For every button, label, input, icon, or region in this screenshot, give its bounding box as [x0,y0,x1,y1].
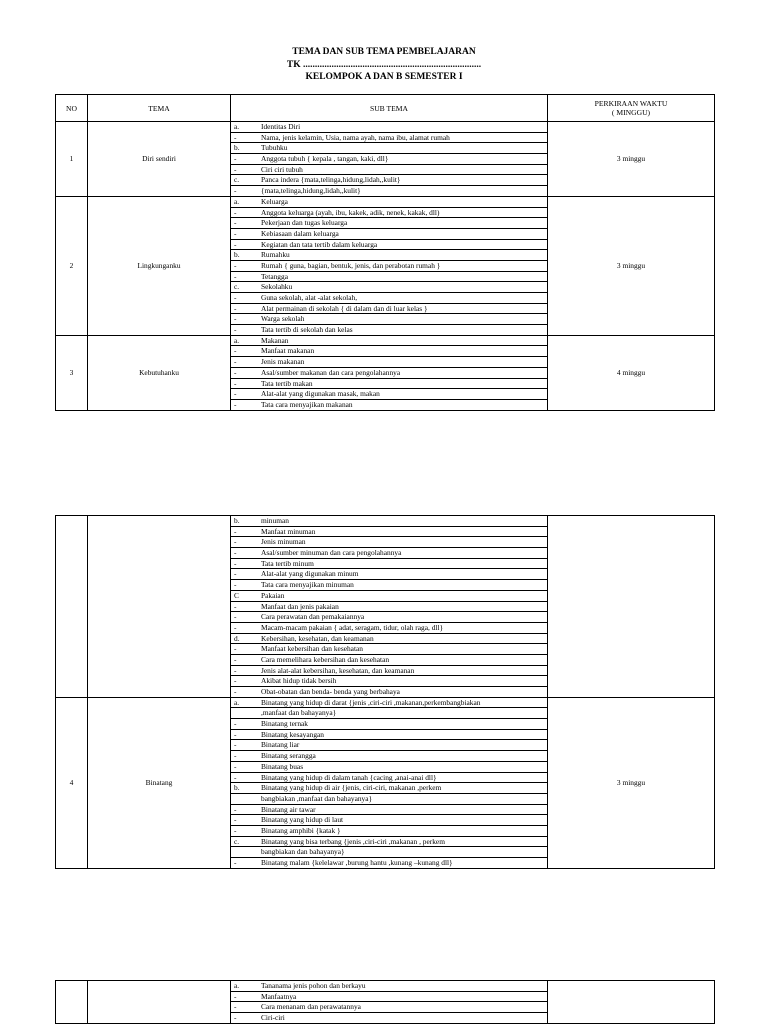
line-text: ,manfaat dan bahayanya} [261,708,337,718]
theme-table-part-3 [55,980,715,1024]
sub-tema-line [231,197,547,208]
col-header-waktu [548,95,715,122]
table-header-row [56,95,715,122]
row-no: 1 [56,122,88,197]
sub-tema-line [231,208,547,219]
line-text: Guna sekolah, alat -alat sekolah, [261,293,358,302]
sub-tema-line [231,719,547,730]
table-row [56,516,715,698]
line-text: Cara memelihara kebersihan dan kesehatan [261,654,390,664]
line-marker: - [234,367,237,377]
line-text: Manfaatnya [261,991,297,1001]
sub-tema-line [231,143,547,154]
line-marker: - [234,548,237,558]
line-marker: - [234,654,237,664]
row-waktu: 3 minggu [548,196,715,335]
line-text: Rumahku [261,250,290,260]
line-marker: - [234,622,237,632]
line-text: Kebersihan, kesehatan, dan keamanan [261,633,374,643]
line-marker: - [234,1013,237,1023]
line-marker: - [234,815,237,825]
line-marker: - [234,991,237,1001]
line-text: {mata,telinga,hidung,lidah,,kulit} [261,186,361,196]
line-text: Ciri ciri tubuh [261,164,303,174]
row-tema [88,981,231,1024]
line-text: Binatang yang hidup di dalam tanah {cacing ,anai-anai dll} [261,772,437,782]
line-marker: - [234,346,237,356]
sub-tema-line [231,304,547,315]
sub-tema-line [231,634,547,645]
sub-tema-line [231,773,547,784]
sub-tema-line [231,527,547,538]
sub-tema-line [231,569,547,580]
line-text: Ciri-ciri [261,1013,285,1023]
row-sub-tema [231,697,548,868]
line-text: Identitas Diri [261,122,301,131]
sub-tema-line [231,548,547,559]
line-text: Binatang liar [261,740,300,750]
sub-tema-line [231,1002,547,1013]
line-text: Binatang ternak [261,719,308,729]
line-marker: - [234,1002,237,1012]
line-marker: b. [234,783,240,793]
sub-tema-line [231,165,547,176]
line-text: Keluarga [261,196,288,206]
line-text: Binatang buas [261,761,304,771]
sub-tema-line [231,837,547,848]
line-marker: - [234,537,237,547]
line-text: Nama, jenis kelamin, Usia, nama ayah, nama ibu, alamat rumah [261,132,450,142]
sub-tema-line [231,623,547,634]
row-waktu [548,516,715,698]
sub-tema-line [231,516,547,527]
sub-tema-line [231,644,547,655]
row-waktu: 3 minggu [548,122,715,197]
sub-tema-line [231,218,547,229]
sub-tema-line [231,762,547,773]
sub-tema-line [231,314,547,325]
line-marker: d. [234,633,240,643]
line-text: Jenis alat-alat kebersihan, kesehatan, dan keamanan [261,665,415,675]
line-marker: - [234,858,237,867]
line-marker: a. [234,122,240,131]
table-row [56,196,715,335]
table-row [56,122,715,197]
row-sub-tema [231,122,548,197]
line-text: Tubuhku [261,143,288,153]
sub-tema-line [231,346,547,357]
line-text: Binatang amphibi {katak } [261,825,341,835]
line-marker: C [234,590,239,600]
row-tema: Diri sendiri [88,122,231,197]
sub-tema-line [231,133,547,144]
table-row [56,335,715,410]
line-text: Alat-alat yang digunakan masak, makan [261,389,380,399]
line-marker: - [234,751,237,761]
line-text: Binatang malam {kelelawar ,burung hantu ,kunang –kunang dll} [261,858,453,867]
col-header-waktu-line1: PERKIRAAN WAKTU [594,99,668,108]
line-marker: c. [234,836,240,846]
line-text: bangbiakan dan bahayanya} [261,847,345,857]
sub-tema-line [231,602,547,613]
line-marker: - [234,719,237,729]
line-text: Alat permainan di sekolah { di dalam dan di luar kelas } [261,303,428,313]
line-marker: b. [234,516,240,525]
sub-tema-line [231,687,547,697]
line-marker: a. [234,196,240,206]
line-text: Binatang yang bisa terbang {jenis ,ciri-ciri ,makanan , perkem [261,836,445,846]
sub-tema-line [231,293,547,304]
line-marker: - [234,569,237,579]
line-text: Asal/sumber minuman dan cara pengolahannya [261,548,402,558]
line-text: Warga sekolah [261,314,305,324]
line-text: Kebiasaan dalam keluarga [261,228,339,238]
line-text: Cara menanam dan perawatannya [261,1002,361,1012]
line-marker: - [234,389,237,399]
sub-tema-line [231,282,547,293]
sub-tema-line [231,368,547,379]
line-text: Pekerjaan dan tugas keluarga [261,218,348,228]
line-text: Jenis minuman [261,537,306,547]
line-marker: - [234,239,237,249]
line-marker: - [234,558,237,568]
line-marker: a. [234,335,240,345]
sub-tema-line [231,379,547,390]
row-waktu: 3 minggu [548,697,715,868]
line-text: Macam-macam pakaian { adat, seragam, tidur, olah raga, dll} [261,622,444,632]
row-sub-tema [231,981,548,1024]
sub-tema-line [231,826,547,837]
line-text: Kegiatan dan tata tertib dalam keluarga [261,239,378,249]
sub-tema-line [231,992,547,1003]
line-marker: - [234,218,237,228]
line-text: Binatang kesayangan [261,729,325,739]
line-text: Binatang serangga [261,751,316,761]
line-text: Obat-obatan dan benda- benda yang berbahaya [261,687,400,696]
sub-tema-line [231,805,547,816]
row-tema: Kebutuhanku [88,335,231,410]
sub-tema-line [231,981,547,992]
sub-tema-line [231,591,547,602]
line-marker: - [234,293,237,302]
line-text: Tata cara menyajikan makanan [261,399,353,409]
line-marker: - [234,186,237,196]
line-text: Akibat hidup tidak bersih [261,676,337,686]
row-sub-tema [231,335,548,410]
line-text: Manfaat minuman [261,526,316,536]
line-text: Tananama jenis pohon dan berkayu [261,981,366,990]
sub-tema-line [231,676,547,687]
line-text: Rumah { guna, bagian, bentuk, jenis, dan perabotan rumah } [261,260,441,270]
sub-tema-line [231,186,547,196]
sub-tema-line [231,400,547,410]
line-text: minuman [261,516,289,525]
line-marker: b. [234,250,240,260]
sub-tema-line [231,240,547,251]
line-marker: - [234,825,237,835]
line-text: Pakaian [261,590,285,600]
row-sub-tema [231,196,548,335]
row-waktu [548,981,715,1024]
line-marker: - [234,804,237,814]
line-marker: - [234,314,237,324]
line-text: bangbiakan ,manfaat dan bahayanya} [261,793,373,803]
line-marker: - [234,154,237,164]
sub-tema-line [231,229,547,240]
line-marker: - [234,325,237,335]
sub-tema-line [231,389,547,400]
sub-tema-line [231,612,547,623]
line-marker: - [234,228,237,238]
sub-tema-line [231,815,547,826]
row-no [56,981,88,1024]
row-no: 3 [56,335,88,410]
sub-tema-line [231,357,547,368]
line-marker: - [234,740,237,750]
line-text: Cara perawatan dan pemakaiannya [261,612,365,622]
line-marker: - [234,665,237,675]
line-text: Jenis makanan [261,357,305,367]
line-marker: c. [234,175,240,185]
col-header-sub-tema: SUB TEMA [231,95,548,122]
document-title: TEMA DAN SUB TEMA PEMBELAJARAN [292,47,476,57]
sub-tema-line [231,1013,547,1023]
line-marker: b. [234,143,240,153]
line-text: Anggota tubuh { kepala , tangan, kaki, dll} [261,154,389,164]
row-sub-tema [231,516,548,698]
sub-tema-line [231,751,547,762]
line-text: Tata tertib di sekolah dan kelas [261,325,353,335]
theme-table-part-2 [55,515,715,869]
line-text: Tata tertib makan [261,378,313,388]
sub-tema-line [231,740,547,751]
row-tema: Lingkunganku [88,196,231,335]
line-text: Asal/sumber makanan dan cara pengolahannya [261,367,401,377]
line-text: Binatang air tawar [261,804,316,814]
line-text: Anggota keluarga (ayah, ibu, kakek, adik, nenek, kakak, dll) [261,207,440,217]
sub-tema-line [231,730,547,741]
sub-tema-line [231,783,547,794]
sub-tema-line [231,708,547,719]
row-tema: Binatang [88,697,231,868]
line-text: Tata tertib minum [261,558,314,568]
table-row [56,981,715,1024]
line-marker: - [234,132,237,142]
col-header-no: NO [56,95,88,122]
line-marker: - [234,761,237,771]
line-marker: - [234,164,237,174]
line-marker: - [234,729,237,739]
sub-tema-line [231,175,547,186]
line-text: Makanan [261,335,289,345]
line-marker: - [234,260,237,270]
line-marker: - [234,303,237,313]
theme-table-part-1 [55,94,715,411]
col-header-tema: TEMA [88,95,231,122]
row-no: 2 [56,196,88,335]
sub-tema-line [231,336,547,347]
line-marker: - [234,580,237,590]
sub-tema-line [231,272,547,283]
tk-line: TK ........................................................................... [286,60,482,70]
line-text: Tetangga [261,271,288,281]
line-marker: - [234,207,237,217]
line-marker: - [234,378,237,388]
line-marker: a. [234,981,240,990]
line-marker: a. [234,697,240,707]
line-text: Binatang yang hidup di darat {jenis ,ciri-ciri ,makanan,perkembangbiakan [261,697,481,707]
sub-tema-line [231,794,547,805]
line-text: Tata cara menyajikan minuman [261,580,354,590]
table-row [56,697,715,868]
line-marker: - [234,612,237,622]
sub-tema-line [231,858,547,868]
sub-tema-line [231,261,547,272]
sub-tema-line [231,537,547,548]
line-marker: - [234,526,237,536]
sub-tema-line [231,559,547,570]
line-marker: - [234,271,237,281]
sub-tema-line [231,122,547,133]
line-text: Sekolahku [261,282,293,292]
line-marker: - [234,687,237,696]
line-marker: - [234,644,237,654]
group-subtitle: KELOMPOK A DAN B SEMESTER I [305,72,463,82]
line-marker: - [234,399,237,409]
row-no: 4 [56,697,88,868]
line-marker: - [234,676,237,686]
line-text: Manfaat makanan [261,346,315,356]
row-no [56,516,88,698]
row-tema [88,516,231,698]
sub-tema-line [231,655,547,666]
sub-tema-line [231,698,547,709]
line-text: Binatang yang hidup di laut [261,815,344,825]
line-marker: - [234,357,237,367]
line-text: Binatang yang hidup di air {jenis, ciri-ciri, makanan ,perkem [261,783,442,793]
sub-tema-line [231,250,547,261]
col-header-waktu-line2: ( MINGGU) [611,108,651,117]
line-marker: c. [234,282,240,292]
sub-tema-line [231,847,547,858]
sub-tema-line [231,666,547,677]
line-text: Manfaat kebersihan dan kesehatan [261,644,363,654]
sub-tema-line [231,580,547,591]
line-marker: - [234,772,237,782]
line-marker: - [234,601,237,611]
sub-tema-line [231,325,547,335]
line-text: Alat-alat yang digunakan minum [261,569,359,579]
row-waktu: 4 minggu [548,335,715,410]
sub-tema-line [231,154,547,165]
line-text: Panca indera {mata,telinga,hidung,lidah,,kulit} [261,175,401,185]
line-text: Manfaat dan jenis pakaian [261,601,339,611]
